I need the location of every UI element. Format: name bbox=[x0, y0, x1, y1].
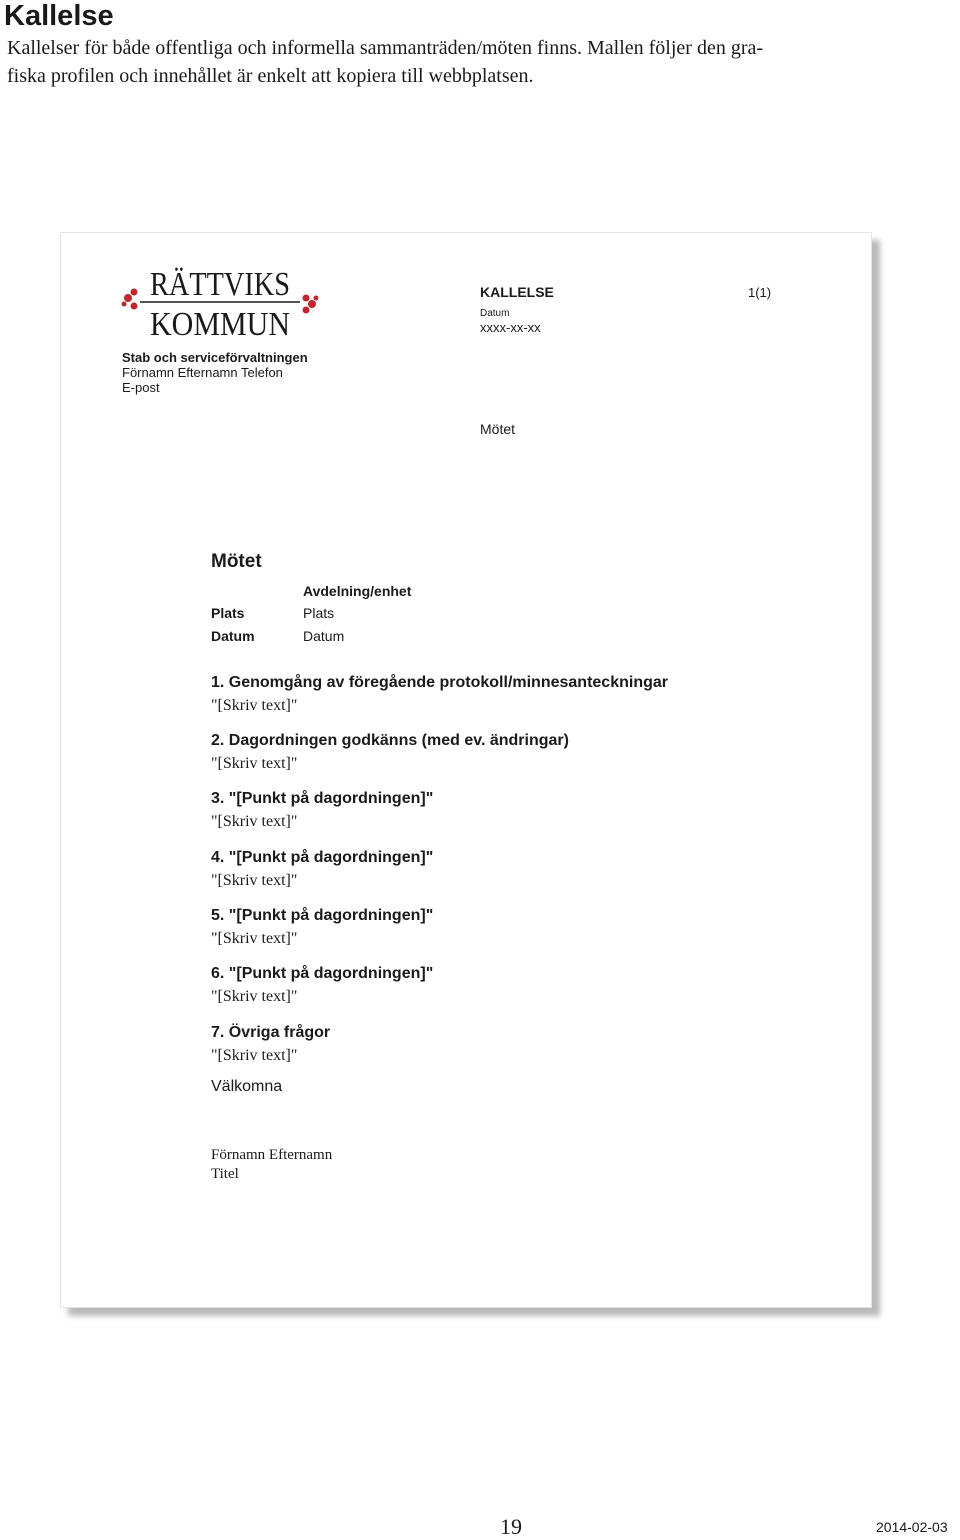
section-heading: Kallelse bbox=[4, 0, 114, 32]
meeting-date-label: Datum bbox=[211, 628, 255, 644]
doc-type-label: KALLELSE bbox=[480, 284, 554, 300]
rattviks-kommun-logo bbox=[120, 262, 320, 342]
date-label: Datum bbox=[480, 308, 510, 319]
closing-greeting: Välkomna bbox=[211, 1078, 283, 1095]
place-value: Plats bbox=[303, 605, 335, 621]
sender-department: Stab och serviceförvaltningen bbox=[122, 350, 308, 365]
signature-name: Förnamn Efternamn bbox=[211, 1147, 333, 1163]
agenda-item-text: "[Skriv text]" bbox=[211, 930, 298, 947]
meeting-title: Mötet bbox=[211, 551, 262, 572]
berry-icon-left bbox=[122, 289, 138, 310]
subject-line: Mötet bbox=[480, 421, 516, 437]
agenda-item-title: 1. Genomgång av föregående protokoll/minnesanteckningar bbox=[211, 674, 668, 691]
signature-title: Titel bbox=[211, 1166, 239, 1182]
document-preview bbox=[60, 232, 872, 1308]
sender-contact: Förnamn Efternamn Telefon bbox=[122, 365, 283, 380]
intro-line-2: fiska profilen och innehållet är enkelt att kopiera till webbplatsen. bbox=[7, 65, 534, 87]
footer-date: 2014-02-03 bbox=[876, 1519, 948, 1535]
agenda-item-title: 5. "[Punkt på dagordningen]" bbox=[211, 907, 434, 924]
logo-graphic bbox=[120, 262, 320, 342]
agenda-item-title: 2. Dagordningen godkänns (med ev. ändringar) bbox=[211, 732, 569, 749]
logo-line-2: KOMMUN bbox=[150, 306, 290, 342]
agenda-item-text: "[Skriv text]" bbox=[211, 872, 298, 889]
logo-line-1: RÄTTVIKS bbox=[150, 266, 290, 303]
page-count: 1(1) bbox=[748, 285, 772, 300]
agenda-item-text: "[Skriv text]" bbox=[211, 813, 298, 830]
berry-icon-right bbox=[303, 295, 319, 314]
date-value: xxxx-xx-xx bbox=[480, 320, 541, 335]
meeting-date-value: Datum bbox=[303, 628, 345, 644]
meeting-unit: Avdelning/enhet bbox=[303, 583, 412, 599]
agenda-item-text: "[Skriv text]" bbox=[211, 988, 298, 1005]
place-label: Plats bbox=[211, 605, 245, 621]
agenda-item-title: 4. "[Punkt på dagordningen]" bbox=[211, 849, 434, 866]
agenda-item-title: 3. "[Punkt på dagordningen]" bbox=[211, 790, 434, 807]
page-number: 19 bbox=[500, 1514, 522, 1539]
agenda-item-text: "[Skriv text]" bbox=[211, 697, 298, 714]
intro-paragraph bbox=[7, 34, 953, 90]
agenda-item-title: 6. "[Punkt på dagordningen]" bbox=[211, 965, 434, 982]
intro-line-1: Kallelser för både offentliga och informella sammanträden/möten finns. Mallen följer den gra- bbox=[7, 37, 764, 59]
agenda-item-text: "[Skriv text]" bbox=[211, 1047, 298, 1064]
agenda-item-title: 7. Övriga frågor bbox=[211, 1024, 331, 1041]
sender-email: E-post bbox=[122, 380, 160, 395]
agenda-item-text: "[Skriv text]" bbox=[211, 755, 298, 772]
